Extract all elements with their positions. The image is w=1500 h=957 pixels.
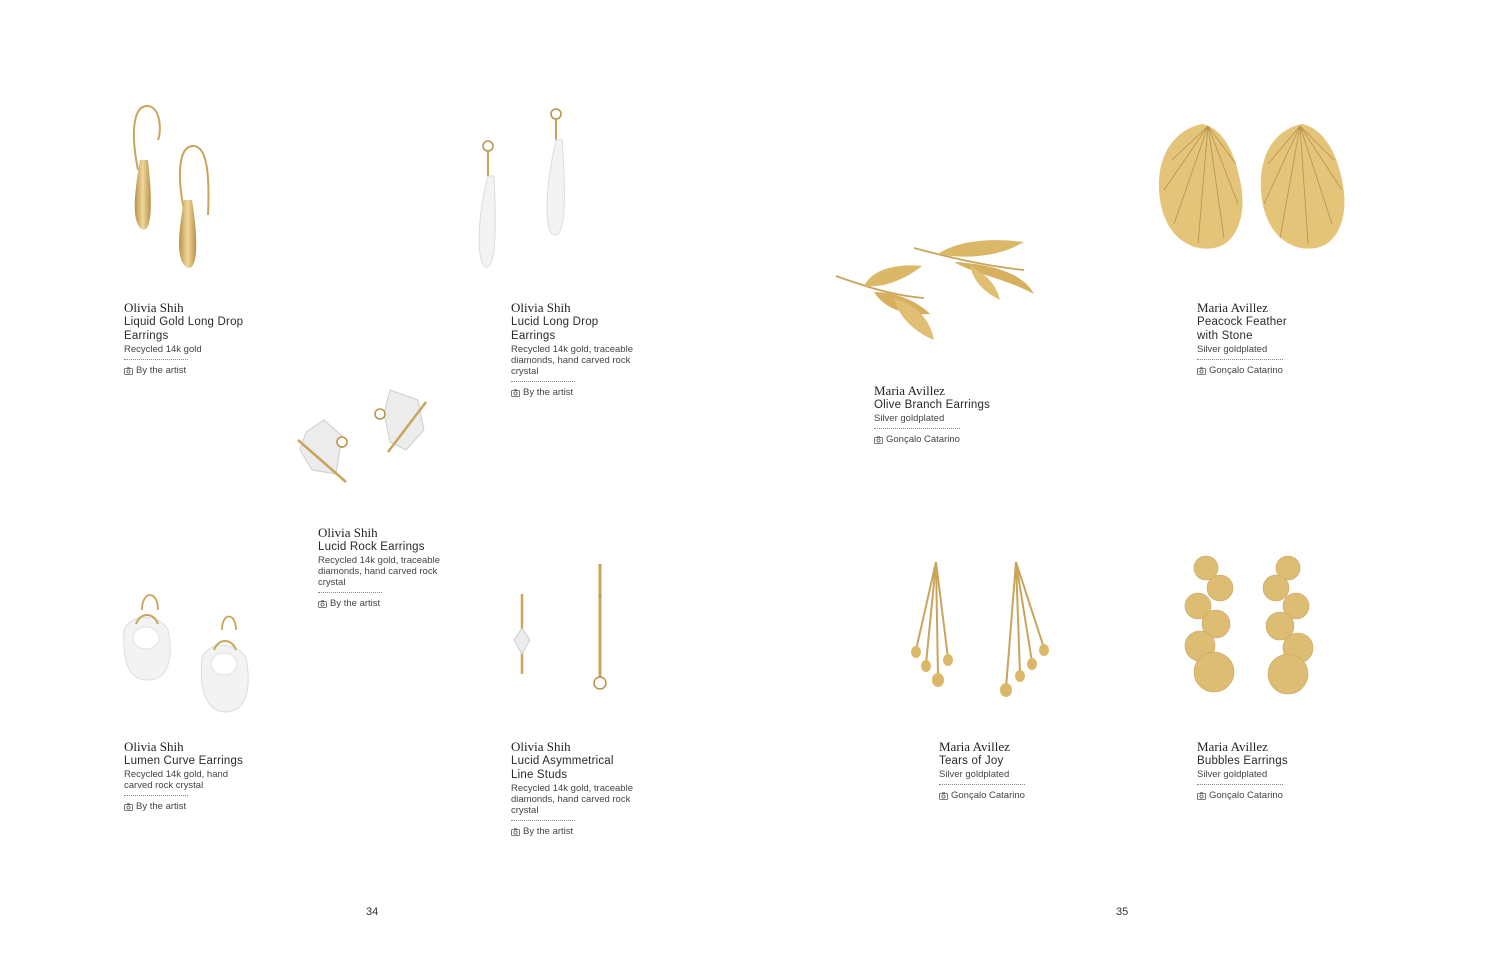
credit-text: By the artist (136, 801, 187, 812)
photo-credit (318, 598, 468, 609)
item-title: Tears of Joy (939, 755, 1004, 767)
photo-credit (1197, 365, 1347, 376)
photo-credit (124, 801, 274, 812)
caption-lucid-asymmetrical (511, 739, 661, 837)
bubbles-earrings-image (1180, 554, 1320, 696)
caption-liquid-gold-long-drop (124, 300, 274, 376)
credit-text: Gonçalo Catarino (886, 434, 960, 445)
dotted-divider (511, 820, 575, 821)
artist-name: Maria Avillez (939, 739, 1010, 754)
item-material: Silver goldplated (874, 413, 945, 424)
artist-name: Maria Avillez (1197, 739, 1268, 754)
photo-credit (511, 387, 661, 398)
crystal-loop-earrings-image (118, 588, 253, 716)
caption-olive-branch (874, 383, 1024, 445)
item-title: Bubbles Earrings (1197, 755, 1288, 767)
photo-credit (939, 790, 1089, 801)
tears-of-joy-earrings-image (898, 558, 1058, 698)
credit-text: By the artist (523, 387, 574, 398)
dotted-divider (124, 359, 188, 360)
camera-icon (124, 367, 133, 375)
dotted-divider (939, 784, 1025, 785)
photo-credit (1197, 790, 1347, 801)
artist-name: Olivia Shih (124, 739, 184, 754)
camera-icon (318, 600, 327, 608)
caption-bubbles (1197, 739, 1347, 801)
item-title: Olive Branch Earrings (874, 399, 991, 411)
olive-branch-earrings-image (834, 236, 1044, 346)
crystal-rock-studs-image (294, 384, 434, 484)
item-material: Recycled 14k gold, traceable diamonds, hand carved rock crystal (511, 783, 633, 816)
dotted-divider (318, 592, 382, 593)
artist-name: Olivia Shih (511, 300, 571, 315)
caption-lucid-long-drop (511, 300, 661, 398)
caption-tears-of-joy (939, 739, 1089, 801)
artist-name: Olivia Shih (318, 525, 378, 540)
dotted-divider (1197, 359, 1283, 360)
caption-lumen-curve (124, 739, 274, 812)
dotted-divider (874, 428, 960, 429)
line-studs-image (510, 560, 610, 695)
camera-icon (874, 436, 883, 444)
dotted-divider (511, 381, 575, 382)
item-title: Liquid Gold Long Drop Earrings (124, 316, 244, 342)
dotted-divider (1197, 784, 1283, 785)
item-material: Recycled 14k gold, traceable diamonds, hand carved rock crystal (318, 555, 440, 588)
credit-text: By the artist (330, 598, 381, 609)
page-number-left: 34 (366, 906, 379, 918)
credit-text: By the artist (136, 365, 187, 376)
artist-name: Olivia Shih (124, 300, 184, 315)
camera-icon (1197, 367, 1206, 375)
item-title: Lucid Rock Earrings (318, 541, 425, 553)
crystal-drop-earrings-image (472, 104, 572, 274)
item-title: Peacock Feather with Stone (1197, 316, 1287, 342)
artist-name: Olivia Shih (511, 739, 571, 754)
photo-credit (124, 365, 274, 376)
item-title: Lucid Long Drop Earrings (511, 316, 599, 342)
peacock-feather-earrings-image (1152, 120, 1352, 255)
item-material: Recycled 14k gold, hand carved rock crystal (124, 769, 229, 791)
caption-lucid-rock (318, 525, 468, 609)
artist-name: Maria Avillez (1197, 300, 1268, 315)
photo-credit (511, 826, 661, 837)
item-title: Lumen Curve Earrings (124, 755, 244, 767)
camera-icon (511, 389, 520, 397)
item-material: Silver goldplated (1197, 344, 1268, 355)
credit-text: Gonçalo Catarino (951, 790, 1025, 801)
camera-icon (511, 828, 520, 836)
page-number-right: 35 (1116, 906, 1129, 918)
dotted-divider (124, 795, 188, 796)
artist-name: Maria Avillez (874, 383, 945, 398)
item-material: Silver goldplated (1197, 769, 1268, 780)
credit-text: Gonçalo Catarino (1209, 365, 1283, 376)
camera-icon (1197, 792, 1206, 800)
credit-text: By the artist (523, 826, 574, 837)
item-material: Recycled 14k gold, traceable diamonds, hand carved rock crystal (511, 344, 633, 377)
item-material: Recycled 14k gold (124, 344, 202, 355)
photo-credit (874, 434, 1024, 445)
camera-icon (124, 803, 133, 811)
credit-text: Gonçalo Catarino (1209, 790, 1283, 801)
caption-peacock-feather (1197, 300, 1347, 376)
gold-drop-hook-earrings-image (118, 100, 228, 275)
item-material: Silver goldplated (939, 769, 1010, 780)
item-title: Lucid Asymmetrical Line Studs (511, 755, 614, 781)
camera-icon (939, 792, 948, 800)
